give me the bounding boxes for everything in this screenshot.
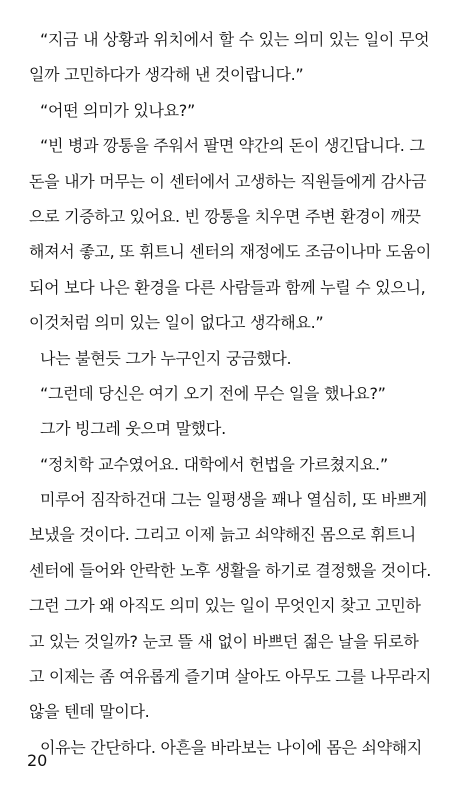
text-line: 되어 보다 나은 환경을 다른 사람들과 함께 누릴 수 있으니, xyxy=(29,277,426,297)
text-line: “그런데 당신은 여기 오기 전에 무슨 일을 했나요?” xyxy=(40,383,386,403)
body-text xyxy=(29,22,454,765)
text-line: “빈 병과 깡통을 주워서 팔면 약간의 돈이 생긴답니다. 그 xyxy=(40,136,425,156)
text-line: 미루어 짐작하건대 그는 일평생을 꽤나 열심히, 또 바쁘게 xyxy=(40,490,427,510)
text-line: 그가 빙그레 웃으며 말했다. xyxy=(40,419,226,439)
text-line: 센터에 들어와 안락한 노후 생활을 하기로 결정했을 것이다. xyxy=(29,560,432,580)
text-line: 고 있는 것일까? 눈코 뜰 새 없이 바쁘던 젊은 날을 뒤로하 xyxy=(29,631,419,651)
text-line: 나는 불현듯 그가 누구인지 궁금했다. xyxy=(40,348,292,368)
text-line: 으로 기증하고 있어요. 빈 깡통을 치우면 주변 환경이 깨끗 xyxy=(29,206,421,226)
text-line: 이것처럼 의미 있는 일이 없다고 생각해요.” xyxy=(29,313,324,333)
text-line: 이유는 간단하다. 아흔을 바라보는 나이에 몸은 쇠약해지 xyxy=(40,737,423,757)
text-line: 일까 고민하다가 생각해 낸 것이랍니다.” xyxy=(29,65,304,85)
text-line: “어떤 의미가 있나요?” xyxy=(40,100,195,120)
page-number: 20 xyxy=(27,751,48,770)
text-line: 해져서 좋고, 또 휘트니 센터의 재정에도 조금이나마 도움이 xyxy=(29,242,432,262)
text-line: 돈을 내가 머무는 이 센터에서 고생하는 직원들에게 감사금 xyxy=(29,171,427,191)
text-line: 않을 텐데 말이다. xyxy=(29,702,150,722)
text-line: “지금 내 상황과 위치에서 할 수 있는 의미 있는 일이 무엇 xyxy=(40,30,430,49)
text-line: 보냈을 것이다. 그리고 이제 늙고 쇠약해진 몸으로 휘트니 xyxy=(29,525,416,545)
text-line: “정치학 교수였어요. 대학에서 헌법을 가르쳤지요.” xyxy=(40,454,388,474)
text-line: 그런 그가 왜 아직도 의미 있는 일이 무엇인지 찾고 고민하 xyxy=(29,596,421,616)
text-line: 고 이제는 좀 여유롭게 즐기며 살아도 아무도 그를 나무라지 xyxy=(29,667,432,687)
